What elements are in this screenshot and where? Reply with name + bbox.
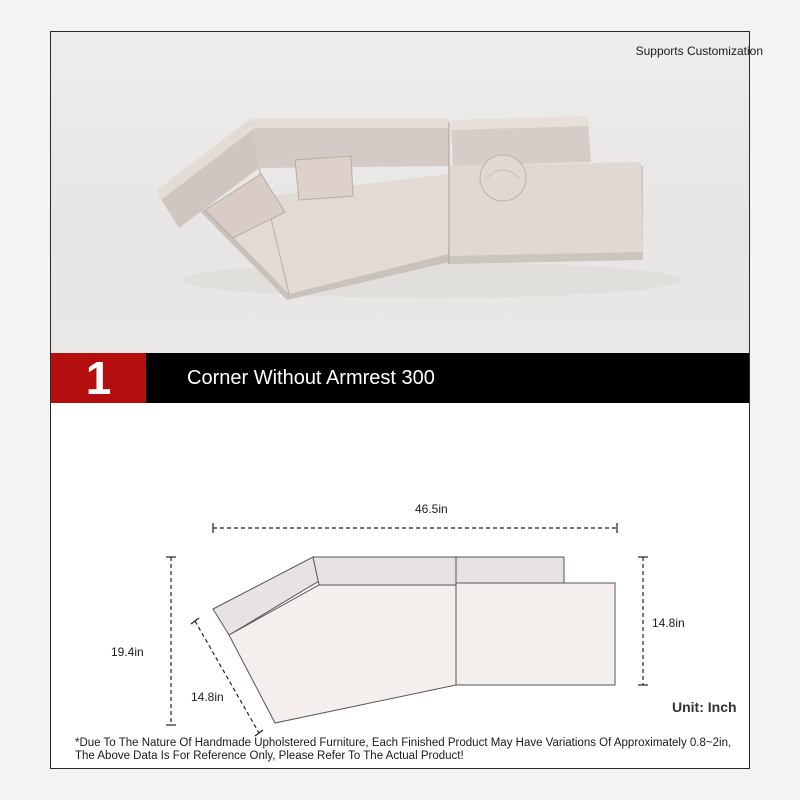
diagonal-depth-label: 14.8in	[191, 690, 224, 704]
dimension-diagram	[51, 403, 749, 768]
product-banner	[51, 353, 749, 403]
width-dimension-label: 46.5in	[415, 502, 448, 516]
item-number-badge: 1	[51, 353, 146, 403]
product-photo	[51, 32, 763, 353]
disclaimer-note: *Due To The Nature Of Handmade Upholstered Furniture, Each Finished Product May Have Variations Of Approximately 0.8~2in, The Above Data Is For Reference Only, Please Refer To The Actual Product!	[75, 737, 732, 762]
left-depth-label: 19.4in	[111, 645, 144, 659]
right-depth-label: 14.8in	[652, 616, 685, 630]
product-card	[50, 31, 763, 769]
unit-label: Unit: Inch	[672, 699, 737, 715]
product-title: Corner Without Armrest 300	[187, 367, 435, 389]
customization-tag: Supports Customization	[635, 44, 763, 58]
corner-sofa-photo	[51, 32, 749, 353]
sofa-outline-drawing	[51, 403, 749, 768]
